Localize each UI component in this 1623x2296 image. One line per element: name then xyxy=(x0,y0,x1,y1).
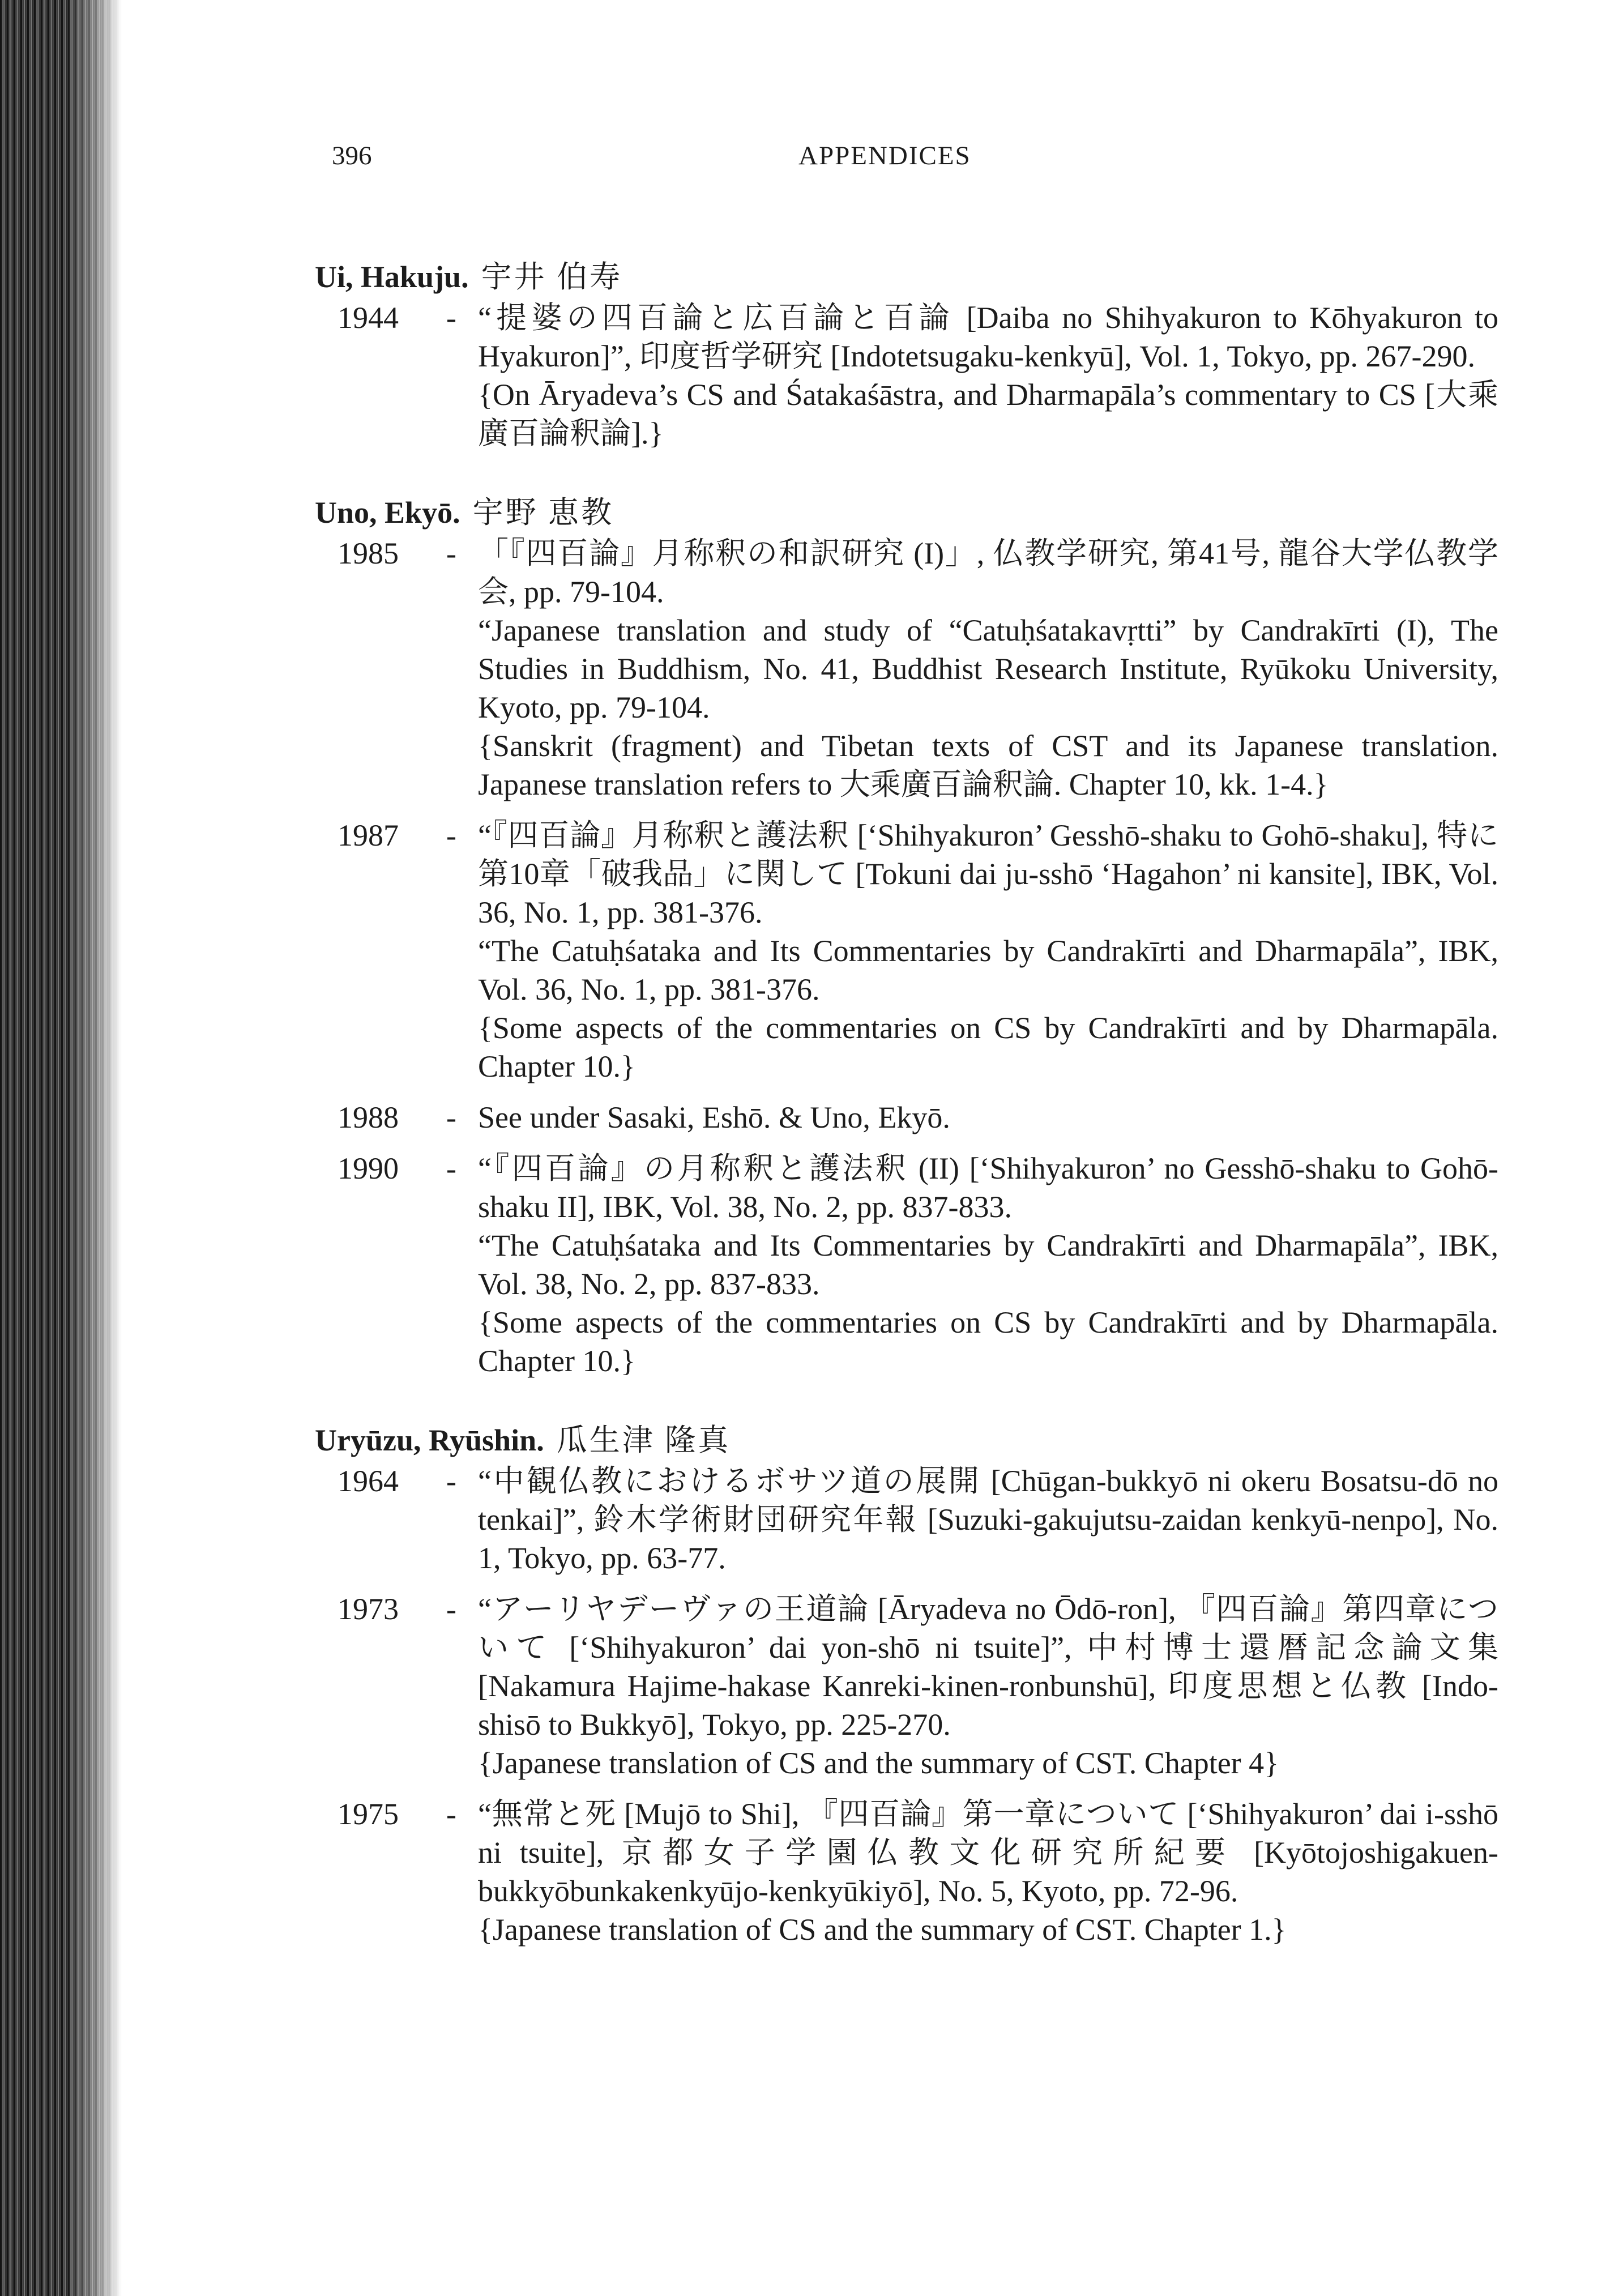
entry-year: 1987 xyxy=(338,818,399,852)
entry-citation: “『四百論』の月称釈と護法釈 (II) [‘Shihyakuron’ no Gesshō-shaku to Gohō-shaku II], IBK, Vol. 38, No. 2, pp. 837-833. xyxy=(478,1151,1498,1224)
bibliography-entry xyxy=(315,1098,1498,1137)
bibliography-entry xyxy=(315,298,1498,453)
running-head xyxy=(332,136,1493,176)
entry-year: 1988 xyxy=(338,1100,399,1134)
bibliography-entry xyxy=(315,1149,1498,1380)
entry-body xyxy=(478,1462,1498,1577)
bibliography-entry xyxy=(315,1590,1498,1782)
author-kanji: 宇野 恵教 xyxy=(472,496,614,530)
page-number: 396 xyxy=(332,141,372,170)
entry-body xyxy=(478,534,1498,804)
entry-note: {Some aspects of the commentaries on CS by Candrakīrti and by Dharmapāla. Chapter 10.} xyxy=(478,1011,1498,1083)
author-heading xyxy=(315,493,1498,532)
entry-year: 1964 xyxy=(338,1464,399,1498)
author-heading xyxy=(315,1421,1498,1459)
author-name: Ui, Hakuju. xyxy=(315,260,469,294)
bibliography-entry xyxy=(315,816,1498,1086)
entry-citation: “アーリヤデーヴァの王道論 [Āryadeva no Ōdō-ron], 『四百論』第四章について [‘Shihyakuron’ dai yon-shō ni tsuite]”, 中村博士還暦記念論文集 [Nakamura Hajime-hakase Kanreki-kinen-ronbunshū], 印度思想と仏教 [Indo-shisō to Bukkyō], Tokyo, pp. 225-270. xyxy=(478,1592,1498,1742)
entry-dash: - xyxy=(446,1797,456,1831)
entry-body xyxy=(478,1098,1498,1137)
author-name: Uryūzu, Ryūshin. xyxy=(315,1423,544,1457)
author-name: Uno, Ekyō. xyxy=(315,496,460,530)
entry-citation: See under Sasaki, Eshō. & Uno, Ekyō. xyxy=(478,1100,950,1134)
page-binding-edge xyxy=(0,0,122,2296)
entry-year: 1975 xyxy=(338,1797,399,1831)
bibliography-entry xyxy=(315,1462,1498,1577)
entry-note: {Some aspects of the commentaries on CS by Candrakīrti and by Dharmapāla. Chapter 10.} xyxy=(478,1305,1498,1378)
entry-dash: - xyxy=(446,1100,456,1134)
bibliography-entry xyxy=(315,1795,1498,1949)
entry-citation: “『四百論』月称釈と護法釈 [‘Shihyakuron’ Gesshō-shaku to Gohō-shaku], 特に第10章「破我品」に関して [Tokuni dai ju-sshō ‘Hagahon’ ni kansite], IBK, Vol. 36, No. 1, pp. 381-376. xyxy=(478,818,1498,929)
entry-note: {On Āryadeva’s CS and Śatakaśāstra, and Dharmapāla’s commentary to CS [大乘廣百論釈論].} xyxy=(478,378,1498,450)
entry-body xyxy=(478,298,1498,453)
entry-dash: - xyxy=(446,301,456,335)
bibliography-content xyxy=(315,258,1498,1949)
entry-note: {Sanskrit (fragment) and Tibetan texts of CST and its Japanese translation. Japanese translation refers to 大乘廣百論釈論. Chapter 10, kk. 1-4.} xyxy=(478,729,1498,801)
entry-body xyxy=(478,816,1498,1086)
entry-citation: “中観仏教におけるボサツ道の展開 [Chūgan-bukkyō ni okeru Bosatsu-dō no tenkai]”, 鈴木学術財団研究年報 [Suzuki-gakujutsu-zaidan kenkyū-nenpo], No. 1, Tokyo, pp. 63-77. xyxy=(478,1464,1498,1575)
entry-dash: - xyxy=(446,1151,456,1185)
entry-note: {Japanese translation of CS and the summary of CST. Chapter 4} xyxy=(478,1746,1279,1780)
entry-year: 1990 xyxy=(338,1151,399,1185)
author-kanji: 宇井 伯寿 xyxy=(481,260,623,294)
entry-citation-translation: “The Catuḥśataka and Its Commentaries by Candrakīrti and Dharmapāla”, IBK, Vol. 36, No. 1, pp. 381-376. xyxy=(478,934,1498,1006)
entry-dash: - xyxy=(446,536,456,570)
entry-citation-translation: “The Catuḥśataka and Its Commentaries by Candrakīrti and Dharmapāla”, IBK, Vol. 38, No. 2, pp. 837-833. xyxy=(478,1228,1498,1301)
entry-citation: “提婆の四百論と広百論と百論 [Daiba no Shihyakuron to Kōhyakuron to Hyakuron]”, 印度哲学研究 [Indotetsugaku-kenkyū], Vol. 1, Tokyo, pp. 267-290. xyxy=(478,301,1498,373)
entry-citation: 「『四百論』月称釈の和訳研究 (I)」, 仏教学研究, 第41号, 龍谷大学仏教学会, pp. 79-104. xyxy=(478,536,1498,609)
author-block xyxy=(315,493,1498,1380)
bibliography-entry xyxy=(315,534,1498,804)
entry-body xyxy=(478,1149,1498,1380)
entry-year: 1944 xyxy=(338,301,399,335)
author-kanji: 瓜生津 隆真 xyxy=(556,1423,731,1457)
author-heading xyxy=(315,258,1498,296)
entry-body xyxy=(478,1590,1498,1782)
entry-dash: - xyxy=(446,818,456,852)
running-title: APPENDICES xyxy=(798,141,971,170)
entry-dash: - xyxy=(446,1464,456,1498)
entry-year: 1985 xyxy=(338,536,399,570)
entry-year: 1973 xyxy=(338,1592,399,1626)
author-block xyxy=(315,258,1498,453)
entry-citation-translation: “Japanese translation and study of “Catuḥśatakavṛtti” by Candrakīrti (I), The Studies in Buddhism, No. 41, Buddhist Research Institute, Ryūkoku University, Kyoto, pp. 79-104. xyxy=(478,613,1498,724)
author-block xyxy=(315,1421,1498,1949)
entry-dash: - xyxy=(446,1592,456,1626)
entry-note: {Japanese translation of CS and the summary of CST. Chapter 1.} xyxy=(478,1913,1287,1947)
entry-body xyxy=(478,1795,1498,1949)
entry-citation: “無常と死 [Mujō to Shi], 『四百論』第一章について [‘Shihyakuron’ dai i-sshō ni tsuite], 京都女子学園仏教文化研究所紀要 [Kyōtojoshigakuen-bukkyōbunkakenkyūjo-kenkyūkiyō], No. 5, Kyoto, pp. 72-96. xyxy=(478,1797,1498,1908)
